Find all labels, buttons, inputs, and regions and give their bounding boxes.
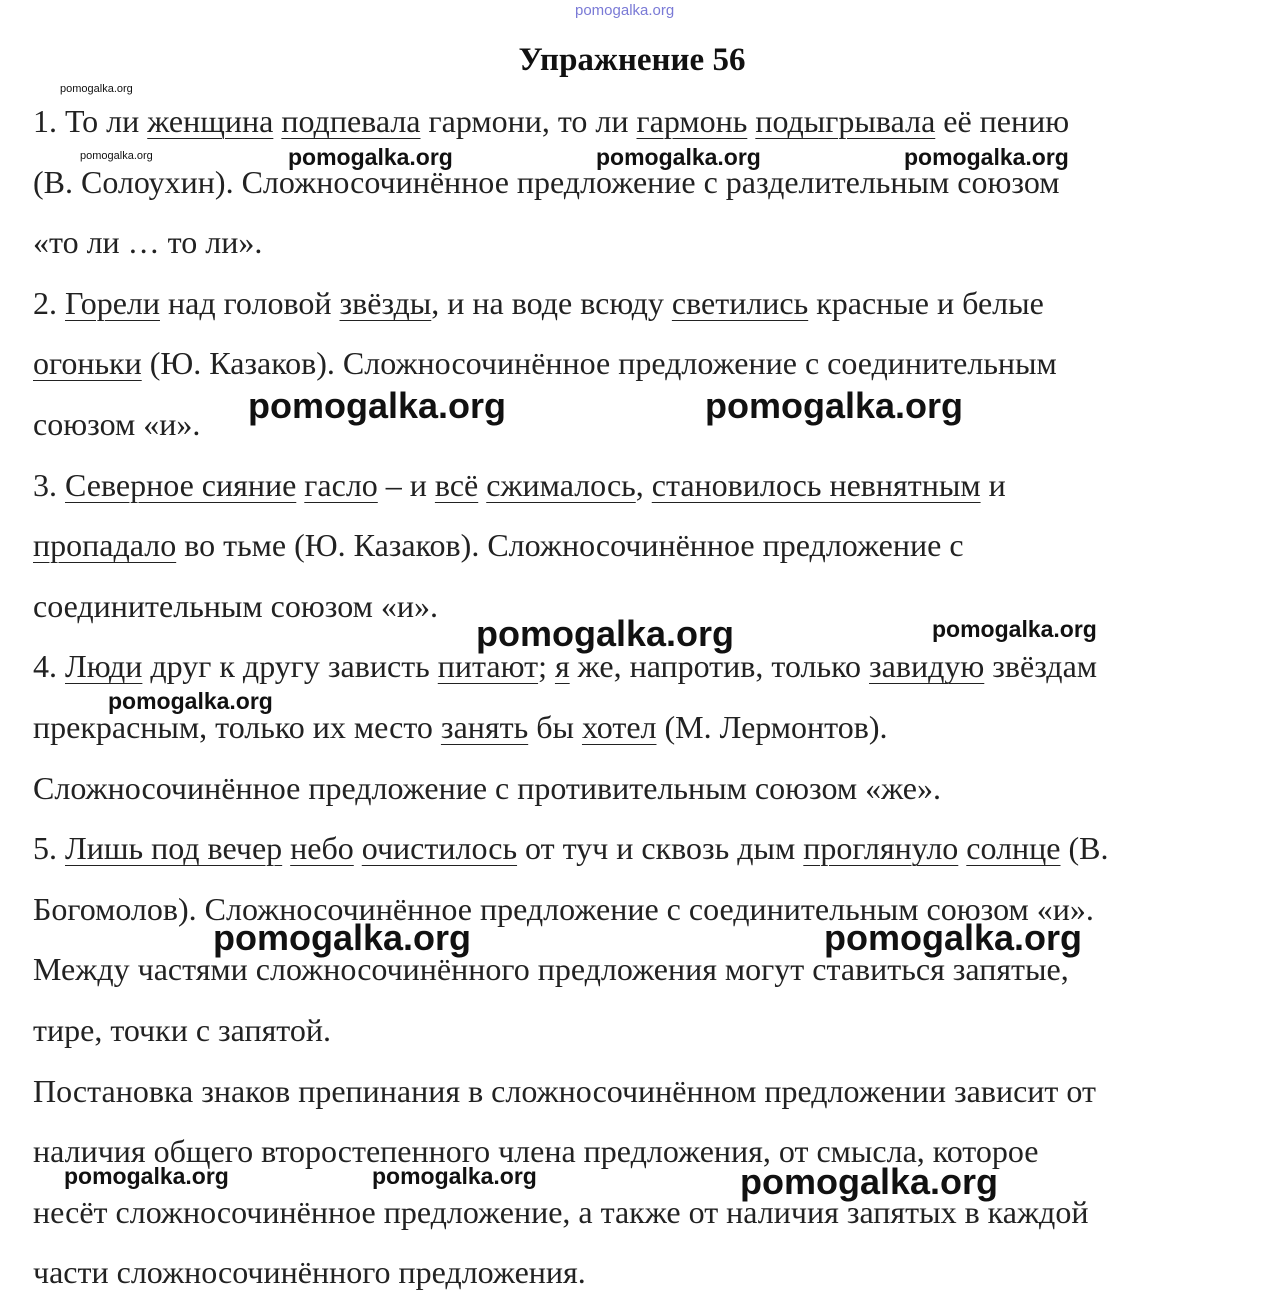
text-run: «то ли … то ли». [33, 224, 263, 261]
text-run: 4. [33, 648, 65, 685]
text-run: , и на воде всюду [431, 284, 672, 321]
watermark: pomogalka.org [824, 917, 1083, 958]
underlined-word: небо [290, 830, 354, 867]
text-run: красные и белые [808, 284, 1044, 321]
watermark: pomogalka.org [476, 613, 735, 654]
underlined-word: подыгрывала [755, 103, 936, 139]
text-run: 2. [33, 284, 65, 321]
text-run: 5. [33, 830, 65, 867]
underlined-word: гасло [304, 466, 378, 503]
watermark: pomogalka.org [705, 385, 964, 426]
text-run: и [980, 466, 1006, 503]
text-run: несёт сложносочинённое предложение, а также от наличия запятых в каждой [33, 1193, 1089, 1230]
text-line [33, 1010, 331, 1050]
text-line [33, 828, 1109, 868]
text-run: Между частями сложносочинённого предложения могут ставиться запятые, [33, 951, 1069, 988]
text-run: её пению [935, 103, 1070, 139]
underlined-word: хотел [581, 709, 657, 745]
watermark-top[interactable]: pomogalka.org [575, 2, 675, 19]
watermark: pomogalka.org [108, 688, 273, 714]
underlined-word: занять [440, 709, 529, 745]
watermark: pomogalka.org [64, 1163, 229, 1189]
underlined-word: светились [671, 284, 809, 321]
text-run [354, 830, 362, 866]
underlined-word: пропадало [33, 527, 177, 564]
underlined-word: Горели [65, 284, 160, 321]
text-line [33, 1252, 586, 1292]
text-line [33, 1071, 1096, 1111]
underlined-word: питают [437, 648, 539, 685]
underlined-word: звёзды [339, 284, 432, 321]
text-run [282, 830, 290, 866]
watermark: pomogalka.org [740, 1161, 999, 1202]
text-run: звёздам [984, 648, 1098, 685]
watermark: pomogalka.org [596, 144, 761, 170]
watermark: pomogalka.org [248, 385, 507, 426]
underlined-word: становилось невнятным [651, 466, 981, 503]
text-run: – и [377, 466, 435, 503]
text-run: союзом «и». [33, 406, 201, 442]
underlined-word: солнце [966, 830, 1061, 867]
text-run: прекрасным, только их место [33, 709, 441, 745]
text-run: Богомолов). Сложносочинённое предложение с соединительным союзом «и». [33, 890, 1094, 927]
underlined-word: огоньки [33, 345, 142, 382]
watermark-small: pomogalka.org [60, 83, 133, 95]
text-run: (Ю. Казаков). Сложносочинённое предложение с соединительным [141, 345, 1057, 382]
text-run: (М. Лермонтов). [656, 709, 888, 745]
watermark: pomogalka.org [372, 1163, 537, 1189]
underlined-word: я [554, 648, 570, 685]
text-run: ; [538, 648, 555, 685]
underlined-word: Люди [65, 648, 143, 685]
text-run: над головой [159, 284, 340, 321]
text-run: друг к другу зависть [142, 648, 438, 685]
text-run: гармони, то ли [420, 103, 637, 139]
text-line [33, 586, 438, 626]
watermark-small: pomogalka.org [80, 150, 153, 162]
text-run: бы [528, 709, 582, 745]
text-run: Сложносочинённое предложение с противительным союзом «же». [33, 769, 941, 806]
text-run: же, напротив, только [569, 648, 870, 685]
text-run: от туч и сквозь дым [517, 830, 804, 867]
text-line [33, 465, 1006, 505]
text-run: наличия общего второстепенного члена предложения, от смысла, которое [33, 1133, 1039, 1170]
text-line [33, 404, 200, 444]
underlined-word: завидую [869, 648, 985, 685]
text-run: , [635, 466, 652, 503]
underlined-word: Северное сияние [65, 466, 297, 503]
text-run: соединительным союзом «и». [33, 587, 438, 624]
underlined-word: подпевала [281, 103, 421, 139]
text-run: 3. [33, 466, 65, 503]
underlined-word: Лишь под вечер [65, 830, 283, 867]
underlined-word: сжималось [486, 466, 636, 503]
text-line [33, 283, 1044, 323]
underlined-word: женщина [147, 103, 274, 139]
page-title: Упражнение 56 [518, 42, 746, 78]
text-run: (В. [1060, 830, 1109, 867]
text-run: Постановка знаков препинания в сложносочинённом предложении зависит от [33, 1072, 1096, 1109]
text-run: тире, точки с запятой. [33, 1012, 331, 1048]
underlined-word: очистилось [361, 830, 518, 867]
underlined-word: проглянуло [803, 830, 959, 867]
text-line [33, 343, 1057, 383]
watermark: pomogalka.org [213, 917, 472, 958]
watermark: pomogalka.org [288, 144, 453, 170]
text-line [33, 768, 941, 808]
watermark: pomogalka.org [904, 144, 1069, 170]
underlined-word: всё [434, 466, 479, 503]
text-line [33, 222, 262, 262]
text-run: части сложносочинённого предложения. [33, 1254, 586, 1291]
text-run: (В. Солоухин). Сложносочинённое предложение с разделительным союзом [33, 163, 1060, 200]
watermark: pomogalka.org [932, 616, 1097, 642]
text-run: 1. То ли [33, 103, 148, 139]
text-line [33, 525, 964, 565]
text-run: во тьме (Ю. Казаков). Сложносочинённое предложение с [176, 527, 964, 564]
text-line [33, 101, 1069, 141]
underlined-word: гармонь [636, 103, 748, 139]
